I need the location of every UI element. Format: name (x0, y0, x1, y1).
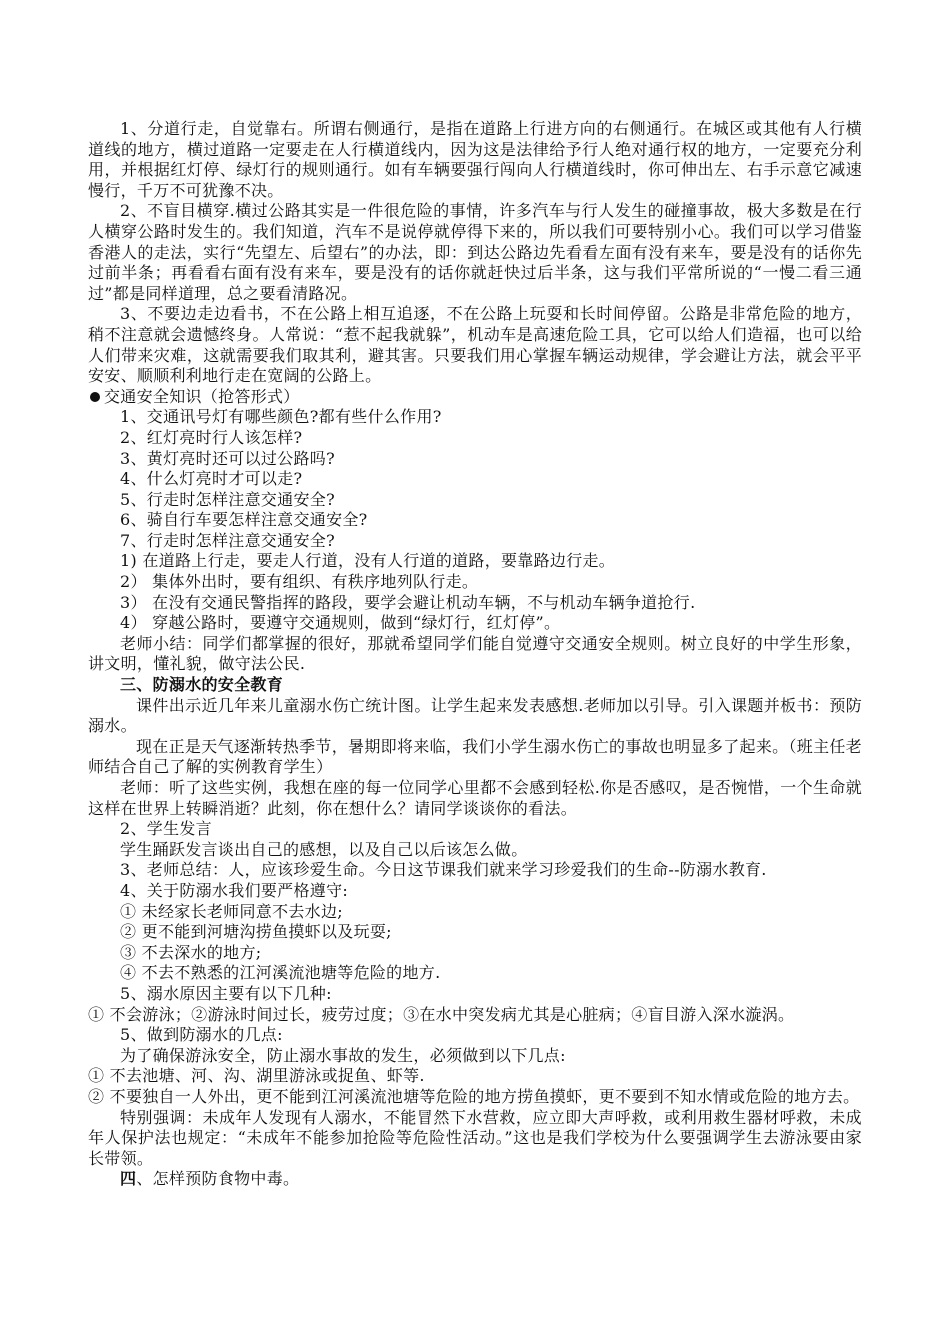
quiz-question: 6、骑自行车要怎样注意交通安全? (120, 510, 368, 530)
prevention-item: ① 不去池塘、河、沟、湖里游泳或捉鱼、虾等. (88, 1066, 425, 1086)
section-number: 四 (120, 1169, 137, 1189)
paragraph-season: 现在正是天气逐渐转热季节，暑期即将来临，我们小学生溺水伤亡的事故也明显多了起来。（班主任老师结合自己了解的实例教育学生） (88, 736, 862, 777)
section-title-text: 、怎样预防食物中毒。 (136, 1169, 300, 1189)
paragraph-teacher-conclusion: 3、老师总结：人，应该珍爱生命。今日这节课我们就来学习珍爱我们的生命--防溺水教育. (120, 860, 767, 880)
paragraph-causes-title: 5、溺水原因主要有以下几种: (120, 983, 332, 1003)
quiz-question: 7、行走时怎样注意交通安全? (120, 530, 335, 550)
bullet-icon (90, 392, 100, 402)
paragraph-keep-right: 1、分道行走，自觉靠右。所谓右侧通行，是指在道路上行进方向的右侧通行。在城区或其他有人行横道线的地方，横过道路一定要走在人行横道线内，因为这是法律给予行人绝对通行权的地方，一定要充分利用，并根据红灯停、绿灯行的规则通行。如有车辆要强行闯向人行横道线时，你可伸出左、右手示意它减速慢行，千万不可犹豫不决。 (88, 119, 862, 200)
paragraph-prevention-intro: 为了确保游泳安全，防止溺水事故的发生，必须做到以下几点: (120, 1045, 566, 1065)
quiz-question: 5、行走时怎样注意交通安全? (120, 489, 335, 509)
teacher-summary: 老师小结：同学们都掌握的很好，那就希望同学们能自觉遵守交通安全规则。树立良好的中学生形象，讲文明，懂礼貌，做守法公民. (88, 633, 862, 674)
quiz-heading-line (88, 387, 862, 408)
rule-item: ① 未经家长老师同意不去水边; (120, 901, 343, 921)
document-page (88, 119, 862, 1190)
quiz-answer: 1) 在道路上行走，要走人行道，没有人行道的道路，要靠路边行走。 (120, 551, 616, 571)
paragraph-teacher: 老师：听了这些实例，我想在座的每一位同学心里都不会感到轻松.你是否感叹，是否惋惜，一个生命就这样在世界上转瞬消逝？此刻，你在想什么？请同学谈谈你的看法。 (88, 778, 862, 818)
rule-item: ④ 不去不熟悉的江河溪流池塘等危险的地方. (120, 963, 441, 983)
quiz-answer: 4） 穿越公路时，要遵守交通规则，做到“绿灯行，红灯停”。 (120, 613, 561, 633)
quiz-question: 4、什么灯亮时才可以走? (120, 469, 303, 489)
paragraph-student-speak-title: 2、学生发言 (120, 819, 212, 839)
paragraph-no-jaywalking: 2、不盲目横穿.横过公路其实是一件很危险的事情，许多汽车与行人发生的碰撞事故，极大多数是在行人横穿公路时发生的。我们知道，汽车不是说停就停得下来的，所以我们可要特别小心。我们可以学习借鉴香港人的走法，实行“先望左、后望右”的办法，即：到达公路边先看看左面有没有来车，要是没有的话你先过前半条；再看看右面有没有来车，要是没有的话你就赶快过后半条，这与我们平常所说的“一慢二看三通过”都是同样道理，总之要看清路况。 (88, 201, 862, 303)
quiz-heading: 交通安全知识（抢答形式） (104, 386, 300, 406)
paragraph-no-reading-walking: 3、不要边走边看书，不在公路上相互追逐，不在公路上玩耍和长时间停留。公路是非常危险的地方，稍不注意就会遗憾终身。人常说：“惹不起我就躲”，机动车是高速危险工具，它可以给人们造福，也可以给人们带来灾难，这就需要我们取其利，避其害。只要我们用心掌握车辆运动规律，学会避让方法，就会平平安安、顺顺利利地行走在宽阔的公路上。 (88, 304, 862, 386)
section-title-food-poisoning (88, 1169, 862, 1190)
quiz-question: 1、交通讯号灯有哪些颜色?都有些什么作用? (120, 407, 442, 427)
paragraph-intro: 课件出示近几年来儿童溺水伤亡统计图。让学生起来发表感想.老师加以引导。引入课题并板书：预防溺水。 (88, 695, 862, 736)
paragraph-prevention-title: 5、做到防溺水的几点: (120, 1025, 283, 1045)
paragraph-causes: ① 不会游泳；②游泳时间过长，疲劳过度；③在水中突发病尤其是心脏病；④盲目游入深水漩涡。 (88, 1004, 795, 1024)
quiz-answer: 3） 在没有交通民警指挥的路段，要学会避让机动车辆，不与机动车辆争道抢行. (120, 592, 696, 612)
paragraph-rules-title: 4、关于防溺水我们要严格遵守: (120, 880, 349, 900)
quiz-question: 2、红灯亮时行人该怎样? (120, 427, 303, 447)
rule-item: ② 更不能到河塘沟捞鱼摸虾以及玩耍; (120, 922, 392, 942)
quiz-question: 3、黄灯亮时还可以过公路吗? (120, 448, 335, 468)
section-title-drowning: 三、防溺水的安全教育 (120, 675, 284, 695)
paragraph-student-speak: 学生踊跃发言谈出自己的感想，以及自己以后该怎么做。 (120, 839, 528, 859)
quiz-answer: 2） 集体外出时，要有组织、有秩序地列队行走。 (120, 572, 479, 592)
rule-item: ③ 不去深水的地方; (120, 942, 262, 962)
paragraph-special-emphasis: 特别强调：未成年人发现有人溺水，不能冒然下水营救，应立即大声呼救，或利用救生器材呼救，未成年人保护法也规定：“未成年不能参加抢险等危险性活动。”这也是我们学校为什么要强调学生去游泳要由家长带领。 (88, 1107, 862, 1168)
prevention-item: ② 不要独自一人外出，更不能到江河溪流池塘等危险的地方捞鱼摸虾，更不要到不知水情或危险的地方去。 (88, 1086, 860, 1106)
